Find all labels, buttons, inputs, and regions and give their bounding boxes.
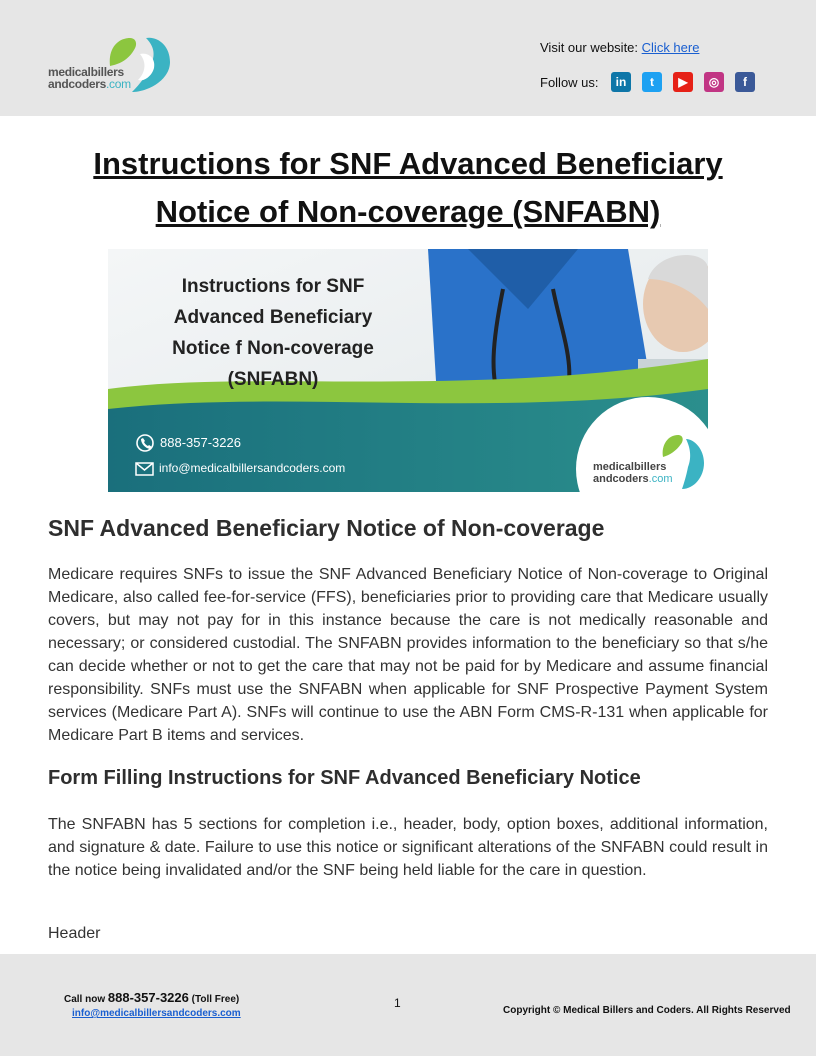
company-logo[interactable] <box>48 34 178 98</box>
toll-free-label: (Toll Free) <box>191 994 240 1005</box>
youtube-icon[interactable]: ▶ <box>673 72 693 92</box>
facebook-icon[interactable]: f <box>735 72 755 92</box>
footer-phone[interactable]: 888-357-3226 <box>107 990 189 1005</box>
footer-call <box>64 990 239 1005</box>
banner-email: info@medicalbillersandcoders.com <box>159 461 346 475</box>
banner-image <box>108 249 708 492</box>
banner-line4: (SNFABN) <box>227 369 319 390</box>
copyright-text: Copyright © Medical Billers and Coders. All Rights Reserved <box>503 1005 791 1016</box>
page-header <box>0 0 816 116</box>
section2-heading: Form Filling Instructions for SNF Advanced Beneficiary Notice <box>48 767 641 789</box>
linkedin-icon[interactable]: in <box>611 72 631 92</box>
banner-logo-suffix: .com <box>648 473 673 485</box>
header-subheading: Header <box>48 925 101 942</box>
section2-body: The SNFABN has 5 sections for completion i.e., header, body, option boxes, additional information, and signature & date. Failure to use this notice or significant alterations of the SNFABN could result in the notice being invalidated and/or the SNF being held liable for the care in question. <box>48 816 768 879</box>
document-title <box>40 140 776 236</box>
banner-line1: Instructions for SNF <box>181 276 365 297</box>
footer-email-link[interactable]: info@medicalbillersandcoders.com <box>72 1008 241 1019</box>
section1-heading: SNF Advanced Beneficiary Notice of Non-coverage <box>48 515 605 541</box>
website-line <box>540 40 699 55</box>
title-line1: Instructions for SNF Advanced Beneficiary <box>93 146 723 181</box>
instagram-icon[interactable]: ◎ <box>704 72 724 92</box>
logo-suffix: .com <box>106 77 131 91</box>
visit-label: Visit our website: <box>540 40 639 55</box>
banner-line3: Notice f Non-coverage <box>172 338 374 359</box>
banner-phone: 888-357-3226 <box>160 435 241 450</box>
call-prefix: Call now <box>64 994 106 1005</box>
banner-logo-text <box>593 461 672 485</box>
banner-logo-line1: medicalbillers <box>593 461 667 473</box>
banner-headline <box>148 271 398 395</box>
logo-line1: medicalbillers <box>48 65 124 79</box>
logo-line2: andcoders <box>48 77 106 91</box>
follow-label: Follow us: <box>540 75 599 90</box>
page-number: 1 <box>394 996 401 1010</box>
title-line2: Notice of Non-coverage (SNFABN) <box>155 194 661 229</box>
banner-logo-line2: andcoders <box>593 473 649 485</box>
banner-line2: Advanced Beneficiary <box>173 307 373 328</box>
twitter-icon[interactable]: t <box>642 72 662 92</box>
website-link[interactable]: Click here <box>641 40 700 55</box>
section1-body: Medicare requires SNFs to issue the SNF Advanced Beneficiary Notice of Non-coverage to Original Medicare, also called fee-for-service (FFS), beneficiaries prior to providing care that Medicare usually covers, but may not pay for in this instance because the care is not medically reasonable and necessary; or considered custodial. The SNFABN provides information to the beneficiary so that s/he can decide whether or not to get the care that may not be paid for by Medicare and assume financial responsibility. SNFs must use the SNFABN when applicable for SNF Prospective Payment System services (Medicare Part A). SNFs will continue to use the ABN Form CMS-R-131 when applicable for Medicare Part B items and services. <box>48 566 768 744</box>
logo-text <box>48 66 131 90</box>
